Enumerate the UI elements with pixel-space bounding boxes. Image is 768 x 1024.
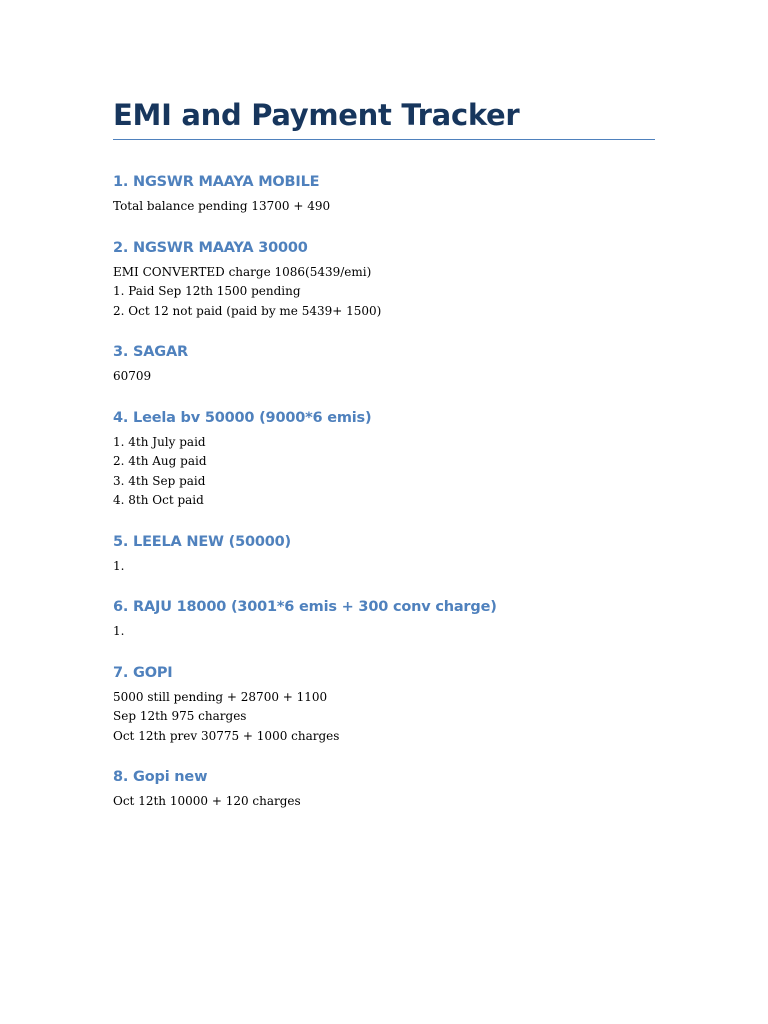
section-5 <box>113 532 655 577</box>
section-heading: 5. LEELA NEW (50000) <box>113 533 291 550</box>
section-heading: 1. NGSWR MAAYA MOBILE <box>113 174 320 190</box>
section-line: Total balance pending 13700 + 490 <box>113 199 331 213</box>
section-line: 1. <box>113 624 125 638</box>
section-heading: 4. Leela bv 50000 (9000*6 emis) <box>113 409 372 426</box>
section-heading: 3. SAGAR <box>113 344 188 360</box>
section-line: EMI CONVERTED charge 1086(5439/emi) <box>113 264 372 279</box>
section-line: 2. 4th Aug paid <box>113 454 207 468</box>
section-body <box>113 622 655 642</box>
document-title: EMI and Payment Tracker <box>113 98 520 132</box>
section-line: 1. 4th July paid <box>113 434 206 449</box>
section-line: 2. Oct 12 not paid (paid by me 5439+ 1500) <box>113 303 382 318</box>
section-body <box>113 792 655 812</box>
section-line: 1. <box>113 558 125 573</box>
section-line: Sep 12th 975 charges <box>113 709 247 723</box>
title-underline <box>113 139 655 140</box>
section-1 <box>113 172 655 217</box>
section-heading: 7. GOPI <box>113 664 173 681</box>
section-heading: 6. RAJU 18000 (3001*6 emis + 300 conv charge) <box>113 599 497 615</box>
document-page <box>113 96 655 833</box>
section-4 <box>113 408 655 511</box>
section-body <box>113 688 655 747</box>
section-body <box>113 197 655 217</box>
section-line: Oct 12th 10000 + 120 charges <box>113 794 301 808</box>
section-6 <box>113 597 655 642</box>
sections-container <box>113 172 655 812</box>
section-body <box>113 263 655 322</box>
section-3 <box>113 342 655 387</box>
section-heading: 8. Gopi new <box>113 769 208 785</box>
section-line: 3. 4th Sep paid <box>113 473 206 488</box>
section-body <box>113 557 655 577</box>
section-2 <box>113 238 655 322</box>
section-line: 60709 <box>113 369 152 383</box>
section-body <box>113 367 655 387</box>
section-body <box>113 433 655 511</box>
section-line: 4. 8th Oct paid <box>113 493 204 507</box>
section-7 <box>113 663 655 747</box>
section-heading: 2. NGSWR MAAYA 30000 <box>113 239 308 256</box>
section-line: Oct 12th prev 30775 + 1000 charges <box>113 728 340 743</box>
section-8 <box>113 767 655 812</box>
section-line: 1. Paid Sep 12th 1500 pending <box>113 284 301 298</box>
section-line: 5000 still pending + 28700 + 1100 <box>113 689 328 704</box>
